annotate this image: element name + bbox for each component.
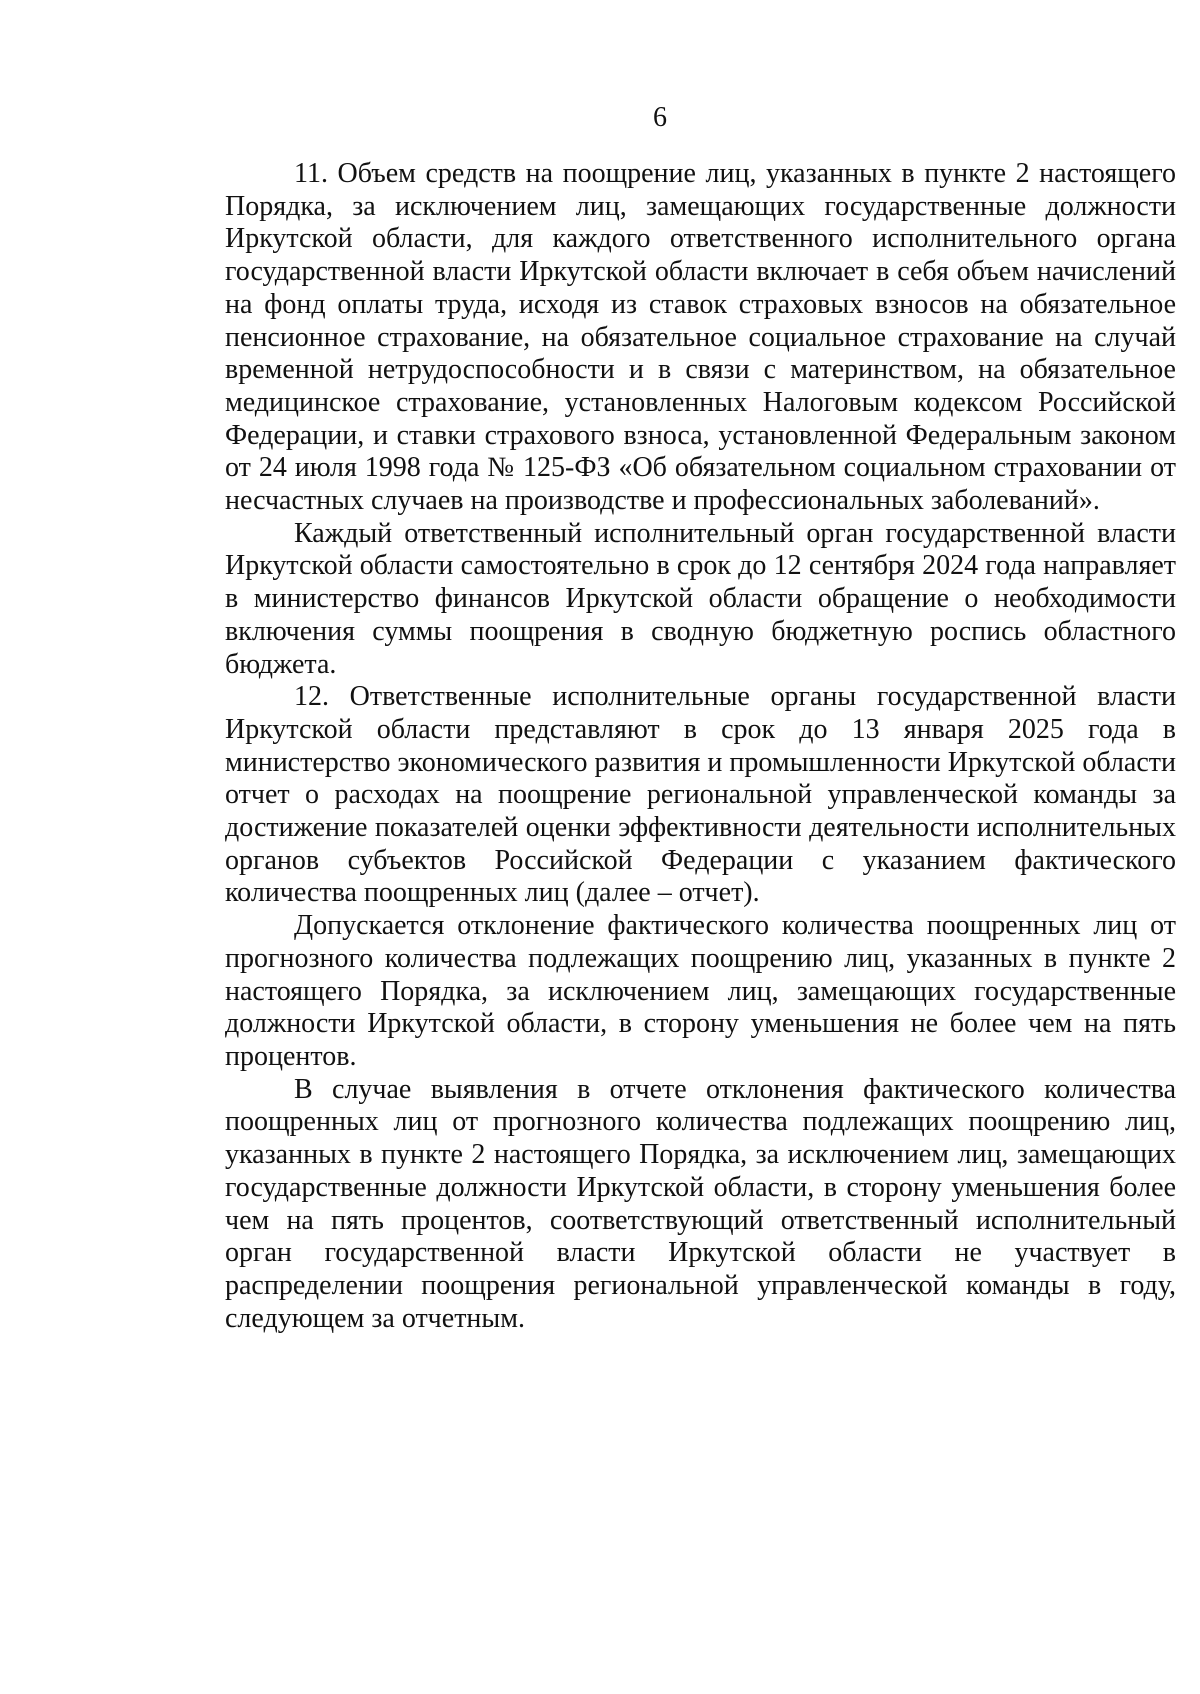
page-number: 6	[653, 102, 667, 133]
paragraph-12-consequence: В случае выявления в отчете отклонения фактического количества поощренных лиц от прогнозного количества подлежащих поощрению лиц, указанных в пункте 2 настоящего Порядка, за исключением лиц, замещающих государственные должности Иркутской области, в сторону уменьшения более чем на пять процентов, соответствующий ответственный исполнительный орган государственной власти Иркутской области не участвует в распределении поощрения региональной управленческой команды в году, следующем за отчетным.	[225, 1073, 1176, 1334]
paragraph-11-continuation: Каждый ответственный исполнительный орган государственной власти Иркутской области самостоятельно в срок до 12 сентября 2024 года направляет в министерство финансов Иркутской области обращение о необходимости включения суммы поощрения в сводную бюджетную роспись областного бюджета.	[225, 517, 1176, 680]
document-body	[225, 158, 1176, 1335]
paragraph-12: 12. Ответственные исполнительные органы государственной власти Иркутской области представляют в срок до 13 января 2025 года в министерство экономического развития и промышленности Иркутской области отчет о расходах на поощрение региональной управленческой команды за достижение показателей оценки эффективности деятельности исполнительных органов субъектов Российской Федерации с указанием фактического количества поощренных лиц (далее – отчет).	[225, 681, 1176, 909]
paragraph-11: 11. Объем средств на поощрение лиц, указанных в пункте 2 настоящего Порядка, за исключением лиц, замещающих государственные должности Иркутской области, для каждого ответственного исполнительного органа государственной власти Иркутской области включает в себя объем начислений на фонд оплаты труда, исходя из ставок страховых взносов на обязательное пенсионное страхование, на обязательное социальное страхование на случай временной нетрудоспособности и в связи с материнством, на обязательное медицинское страхование, установленных Налоговым кодексом Российской Федерации, и ставки страхового взноса, установленной Федеральным законом от 24 июля 1998 года № 125-ФЗ «Об обязательном социальном страховании от несчастных случаев на производстве и профессиональных заболеваний».	[225, 158, 1176, 517]
paragraph-12-deviation: Допускается отклонение фактического количества поощренных лиц от прогнозного количества подлежащих поощрению лиц, указанных в пункте 2 настоящего Порядка, за исключением лиц, замещающих государственные должности Иркутской области, в сторону уменьшения не более чем на пять процентов.	[225, 910, 1176, 1072]
